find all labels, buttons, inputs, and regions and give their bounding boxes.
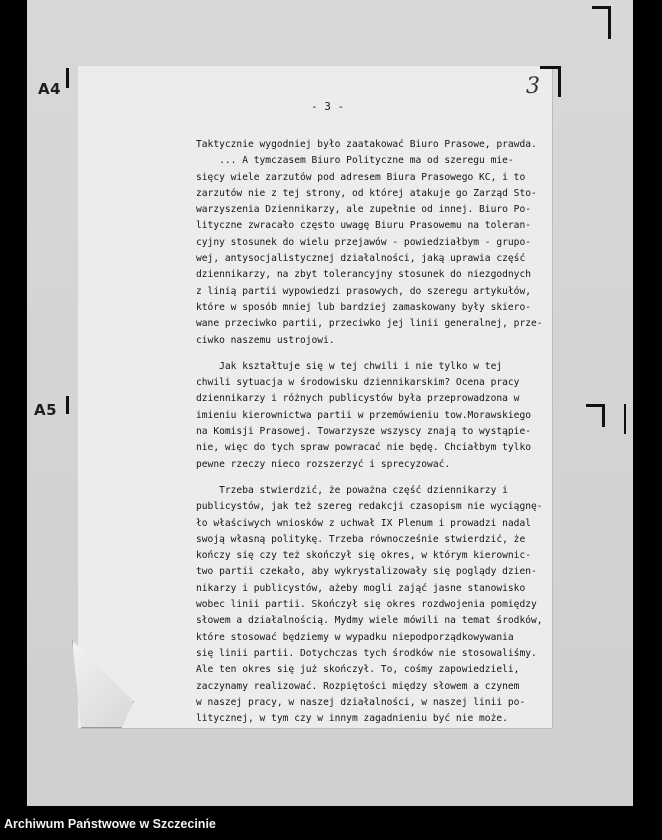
- handwritten-page-number: 3: [526, 74, 540, 99]
- text-line: imieniu kierownictwa partii w przemówieniu tow.Morawskiego: [196, 409, 532, 421]
- text-line: sięcy wiele zarzutów pod adresem Biura Prasowego KC, i to: [196, 171, 526, 183]
- text-line: nie, więc do tych spraw powracać nie będę. Chciałbym tylko: [196, 442, 532, 454]
- text-line: publicystów, jak też szereg redakcji czasopism nie wyciągnę-: [196, 501, 543, 513]
- text-line: się linii partii. Dotychczas tych środków nie stosowaliśmy.: [196, 647, 537, 659]
- text-line: w naszej pracy, w naszej działalności, w naszej linii po-: [196, 696, 526, 708]
- crop-mark: [624, 404, 630, 434]
- text-line: Ale ten okres się już skończył. To, cośmy zapowiedzieli,: [196, 664, 520, 676]
- text-line: nikarzy i publicystów, ażeby mogli zająć jasne stanowisko: [196, 582, 526, 594]
- text-line: z linią partii wypowiedzi prasowych, do szeregu artykułów,: [196, 285, 532, 297]
- paragraph-gap: [196, 349, 556, 359]
- text-line: swoją własną politykę. Trzeba równocześnie stwierdzić, że: [196, 533, 526, 545]
- text-line: wane przeciwko partii, przeciwko jej linii generalnej, prze-: [196, 318, 543, 330]
- typewritten-text: [196, 137, 556, 727]
- crop-mark: [66, 68, 73, 88]
- text-line: wobec linii partii. Skończył się okres rozdwojenia pomiędzy: [196, 599, 537, 611]
- text-line: które w sposób mniej lub bardziej zamaskowany były skiero-: [196, 301, 532, 313]
- archive-label: Archiwum Państwowe w Szczecinie: [4, 817, 216, 831]
- text-line: Taktycznie wygodniej było zaatakować Biuro Prasowe, prawda.: [196, 139, 537, 150]
- page-number: - 3 -: [311, 100, 345, 113]
- text-line: chwili sytuacja w środowisku dziennikarskim? Ocena pracy: [196, 377, 520, 389]
- text-line: dziennikarzy i różnych publicystów była przeprowadzona w: [196, 393, 520, 405]
- text-line: ... A tymczasem Biuro Polityczne ma od szeregu mie-: [196, 155, 514, 167]
- text-line: lityczne zwracało często uwagę Biuru Prasowemu na toleran-: [196, 220, 532, 232]
- text-line: two partii czekało, aby wykrystalizowały się poglądy dzien-: [196, 566, 537, 578]
- text-line: które stosować będziemy w wypadku niepodporządkowywania: [196, 631, 514, 643]
- frame-marker-a5: A5: [34, 401, 58, 419]
- crop-mark: [592, 6, 611, 39]
- text-line: ło właściwych wniosków z uchwał IX Plenum i prowadzi nadal: [196, 517, 532, 529]
- text-line: warzyszenia Dziennikarzy, ale zupełnie od innej. Biuro Po-: [196, 204, 532, 216]
- text-line: zarzutów nie z tej strony, od której atakuje go Zarząd Sto-: [196, 187, 537, 199]
- text-line: słowem a działalnością. Mydmy wiele mówili na temat środków,: [196, 615, 543, 627]
- text-line: dziennikarzy, na zbyt tolerancyjny stosunek do niezgodnych: [196, 269, 532, 281]
- crop-mark: [66, 396, 73, 414]
- text-line: Trzeba stwierdzić, że poważna część dziennikarzy i: [196, 484, 508, 496]
- text-line: zaczynamy realizować. Rozpiętości między słowem a czynem: [196, 680, 520, 692]
- crop-mark: [540, 66, 561, 97]
- text-line: pewne rzeczy nieco rozszerzyć i sprecyzować.: [196, 458, 451, 470]
- text-line: na Komisji Prasowej. Towarzysze wszyscy znają to wystąpie-: [196, 426, 532, 438]
- paragraph-gap: [196, 473, 556, 483]
- text-line: litycznej, w tym czy w innym zagadnieniu być nie może.: [196, 713, 508, 725]
- text-line: cyjny stosunek do wielu przejawów - powiedziałbym - grupo-: [196, 236, 532, 248]
- frame-marker-a4: A4: [38, 80, 62, 98]
- text-line: ciwko naszemu ustrojowi.: [196, 334, 335, 346]
- text-line: wej, antysocjalistycznej działalności, jaką uprawia część: [196, 253, 526, 265]
- crop-mark: [586, 404, 605, 427]
- text-line: Jak kształtuje się w tej chwili i nie tylko w tej: [196, 360, 503, 372]
- text-line: kończy się czy też skończył się okres, w którym kierownic-: [196, 550, 532, 562]
